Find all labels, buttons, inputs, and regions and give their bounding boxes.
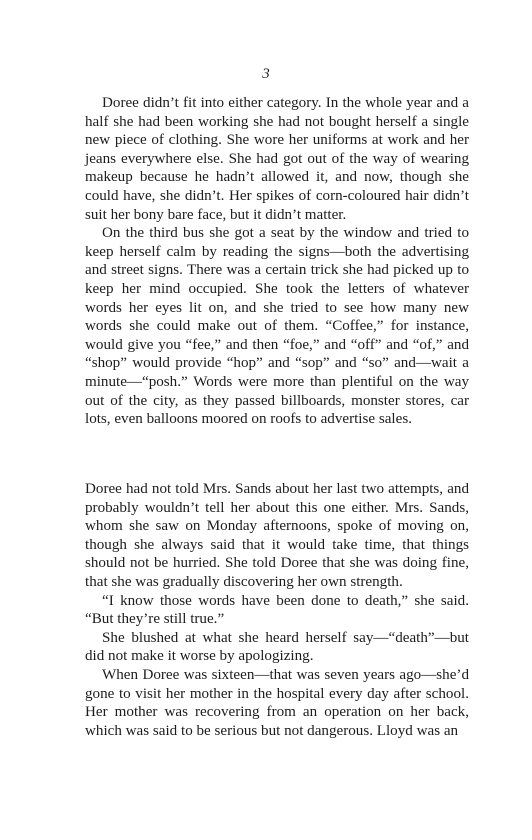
- paragraph: She blushed at what she heard herself say—“death”—but did not make it worse by apologizing.: [85, 629, 469, 665]
- paragraph: On the third bus she got a seat by the window and tried to keep herself calm by reading the signs—both the advertising and street signs. There was a certain trick she had picked up to keep her mind occupied. She took the letters of whatever words her eyes lit on, and she tried to see how many new words she could make out of them. “Coffee,” for instance, would give you “fee,” and then “foe,” and “off” and “of,” and “shop” would provide “hop” and “sop” and “so” and—wait a minute—“posh.” Words were more than plentiful on the way out of the city, as they passed billboards, monster stores, car lots, even balloons moored on roofs to advertise sales.: [85, 225, 469, 428]
- paragraph: Doree had not told Mrs. Sands about her last two attempts, and probably wouldn’t tell her about this one either. Mrs. Sands, whom she saw on Monday afternoons, spoke of moving on, though she always said that it would take time, that things should not be hurried. She told Doree that she was doing fine, that she was gradually discovering her own strength.: [85, 481, 469, 590]
- paragraph: When Doree was sixteen—that was seven years ago—she’d gone to visit her mother in the hospital every day after school. Her mother was recovering from an operation on her back, which was said to be serious but not dangerous. Lloyd was an: [85, 666, 469, 739]
- page-number: 3: [262, 66, 270, 82]
- text-section-1: [85, 94, 469, 429]
- paragraph: Doree didn’t fit into either category. In the whole year and a half she had been working she had not bought herself a single new piece of clothing. She wore her uniforms at work and her jeans everywhere else. She had got out of the way of wearing makeup because he hadn’t allowed it, and now, though she could have, she didn’t. Her spikes of corn-coloured hair didn’t suit her bony bare face, but it didn’t matter.: [85, 95, 469, 223]
- paragraph: “I know those words have been done to death,” she said. “But they’re still true.”: [85, 592, 469, 628]
- text-section-2: [85, 480, 469, 740]
